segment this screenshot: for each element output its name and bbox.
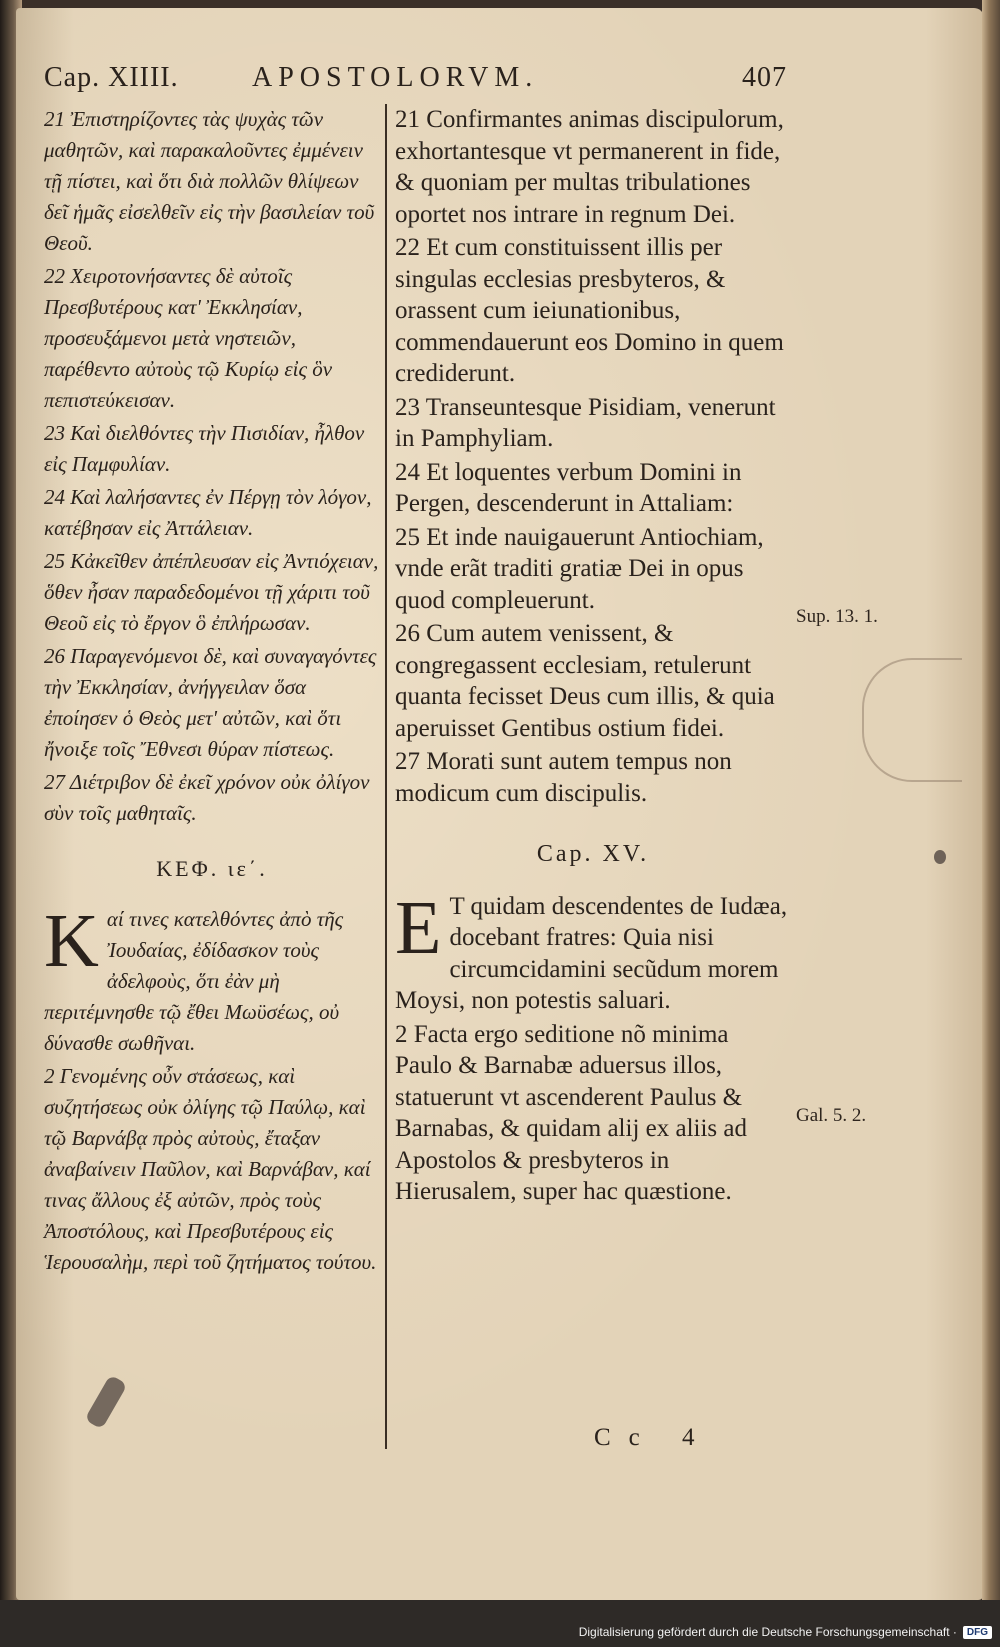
greek-column xyxy=(44,104,380,1280)
greek-verse-26: 26 Παραγενόμενοι δὲ, καὶ συναγαγόντες τὴν Ἐκκλησίαν, ἀνήγγειλαν ὅσα ἐποίησεν ὁ Θεὸς μετ' αὐτῶν, καὶ ὅτι ἤνοιξε τοῖς Ἔθνεσι θύραν πίστεως. xyxy=(44,644,377,761)
latin-column xyxy=(395,104,791,1210)
latin-verse-26: 26 Cum autem venissent, & congregassent ecclesiam, retulerunt quanta fecisset Deus cum illis, & quia aperuisset Gentibus ostium fidei. xyxy=(395,620,775,742)
greek-verse-21: 21 Ἐπιστηρίζοντες τὰς ψυχὰς τῶν μαθητῶν, καὶ παρακαλοῦντες ἐμμένειν τῇ πίστει, καὶ ὅτι διὰ πολλῶν θλίψεων δεῖ ἡμᾶς εἰσελθεῖν εἰς τὴν βασιλείαν τοῦ Θεοῦ. xyxy=(44,107,375,255)
ink-dot xyxy=(934,850,946,864)
page-number: 407 xyxy=(742,62,787,93)
latin-verse-22: 22 Et cum constituissent illis per singulas ecclesias presbyteros, & orassent cum ieiunationibus, commendauerunt eos Domino in quem crediderunt. xyxy=(395,234,784,387)
dfg-logo: DFG xyxy=(963,1626,992,1639)
latin-dropcap: E xyxy=(395,885,442,970)
margin-note-cross-reference: Gal. 5. 2. xyxy=(796,1105,867,1126)
footer-band xyxy=(0,1600,1000,1647)
latin-chapter-verse-2: 2 Facta ergo seditione nõ minima Paulo & Barnabæ aduersus illos, statuerunt vt ascenderent Paulus & Barnabas, & quidam alij ex aliis ad Apostolos & presbyteros in Hierusalem, super hac quæstione. xyxy=(395,1020,747,1205)
margin-note-cross-reference: Sup. 13. 1. xyxy=(796,606,878,627)
latin-verse-21: 21 Confirmantes animas discipulorum, exhortantesque vt permanerent in fide, & quoniam per multas tribulationes oportet nos intrare in regnum Dei. xyxy=(395,106,784,228)
column-divider xyxy=(385,104,387,1449)
greek-verse-27: 27 Διέτριβον δὲ ἐκεῖ χρόνον οὐκ ὀλίγον σὺν τοῖς μαθηταῖς. xyxy=(44,770,370,825)
latin-verse-23: 23 Transeuntesque Pisidiam, venerunt in Pamphyliam. xyxy=(395,393,776,452)
greek-verse-22: 22 Χειροτονήσαντες δὲ αὐτοῖς Πρεσβυτέρους κατ' Ἐκκλησίαν, προσευξάμενοι μετὰ νηστειῶν, παρέθεντο αὐτοὺς τῷ Κυρίῳ εἰς ὃν πεπιστεύκεισαν. xyxy=(44,264,333,412)
credit-text: Digitalisierung gefördert durch die Deutsche Forschungsgemeinschaft · xyxy=(578,1625,957,1639)
latin-chapter-verse-1 xyxy=(395,885,791,1017)
latin-verse-27: 27 Morati sunt autem tempus non modicum cum discipulis. xyxy=(395,748,732,807)
running-header xyxy=(44,62,804,102)
greek-chapter-verse-1 xyxy=(44,899,380,1059)
latin-verse-24: 24 Et loquentes verbum Domini in Pergen, descenderunt in Attaliam: xyxy=(395,458,742,517)
page-stack-edge xyxy=(982,0,1000,1600)
latin-verse-25: 25 Et inde nauigauerunt Antiochiam, vnde erãt traditi gratiæ Dei in opus quod compleuerunt. xyxy=(395,523,764,614)
header-title: APOSTOLORVM. xyxy=(252,62,539,93)
latin-chapter-verse-1-text: T quidam descendentes de Iudæa, docebant fratres: Quia nisi circumcidamini secũdum morem Moysi, non potestis saluari. xyxy=(395,892,788,1014)
latin-chapter-heading: Cap. XV. xyxy=(536,841,650,867)
page-tab-mark xyxy=(862,658,962,782)
greek-verse-24: 24 Καὶ λαλήσαντες ἐν Πέργῃ τὸν λόγον, κατέβησαν εἰς Ἀττάλειαν. xyxy=(44,485,372,540)
digitization-credit xyxy=(579,1625,992,1639)
greek-verse-25: 25 Κἀκεῖθεν ἀπέπλευσαν εἰς Ἀντιόχειαν, ὅθεν ἦσαν παραδεδομένοι τῇ χάριτι τοῦ Θεοῦ εἰς τὸ ἔργον ὃ ἐπλήρωσαν. xyxy=(44,549,379,635)
signature-mark: Cc 4 xyxy=(594,1424,713,1451)
header-chapter: Cap. XIIII. xyxy=(44,62,179,93)
greek-verse-23: 23 Καὶ διελθόντες τὴν Πισιδίαν, ἦλθον εἰς Παμφυλίαν. xyxy=(44,421,365,476)
greek-chapter-verse-1-text: αί τινες κατελθόντες ἀπὸ τῆς Ἰουδαίας, ἐδίδασκον τοὺς ἀδελφοὺς, ὅτι ἐὰν μὴ περιτέμνησθε τῷ ἔθει Μωϋσέως, οὐ δύνασθε σωθῆναι. xyxy=(44,907,344,1055)
ink-stain xyxy=(84,1374,127,1429)
greek-chapter-heading: ΚΕΦ. ιε΄. xyxy=(156,856,268,881)
greek-chapter-verse-2: 2 Γενομένης οὖν στάσεως, καὶ συζητήσεως οὐκ ὀλίγης τῷ Παύλῳ, καὶ τῷ Βαρνάβᾳ πρὸς αὐτοὺς, ἔταξαν ἀναβαίνειν Παῦλον, καὶ Βαρνάβαν, καί τινας ἄλλους ἐξ αὐτῶν, πρὸς τοὺς Ἀποστόλους, καὶ Πρεσβυτέρους εἰς Ἱερουσαλὴμ, περὶ τοῦ ζητήματος τούτου. xyxy=(44,1064,377,1274)
greek-dropcap: Κ xyxy=(44,899,99,983)
